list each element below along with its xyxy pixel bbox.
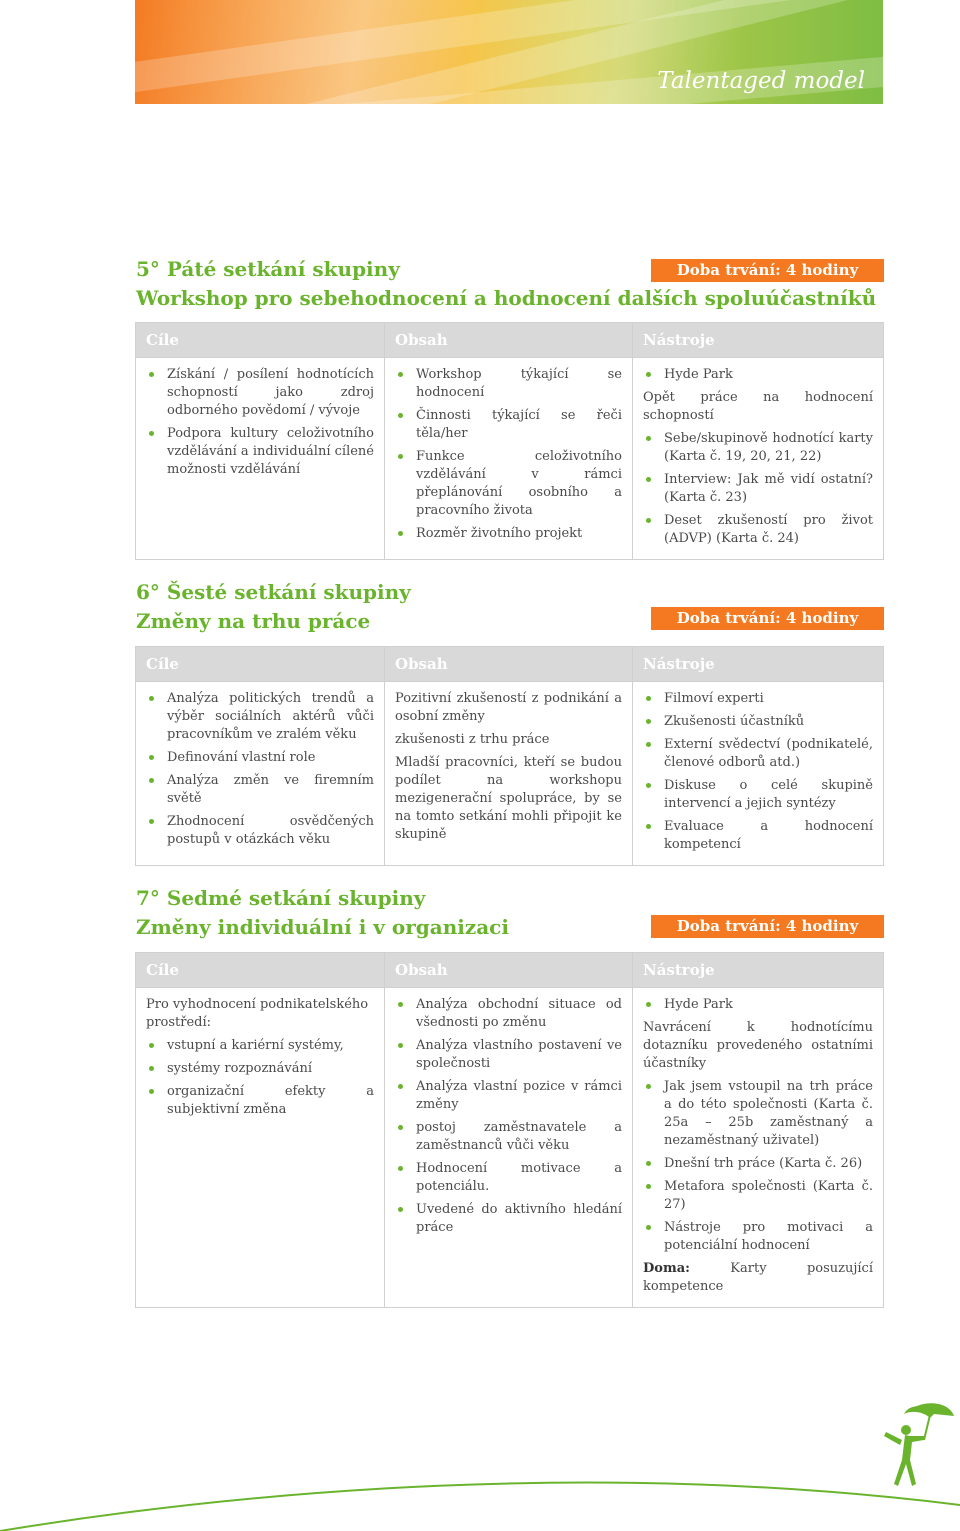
list-item: Jak jsem vstoupil na trh práce a do této společnosti (Karta č. 25a – 25b zaměstnaný a nezaměstnaný uživatel) [643,1078,873,1150]
doma-note [643,1260,873,1296]
column-header-cile: Cíle [136,953,385,988]
column-header-nastroje: Nástroje [633,323,884,358]
list-item: Analýza vlastního postavení ve společnosti [395,1037,622,1073]
list-item: Podpora kultury celoživotního vzdělávání a individuální cílené možnosti vzdělávání [146,425,374,479]
section-7-duration-badge: Doba trvání: 4 hodiny [651,915,884,938]
banner-title: Talentaged model [657,68,865,94]
header-banner [135,0,883,104]
list-item: Analýza vlastní pozice v rámci změny [395,1078,622,1114]
section-7-subheading: Změny individuální i v organizaci [136,915,509,939]
section-6-table [135,646,884,866]
section-5-heading: 5° Páté setkání skupiny [136,257,400,281]
list-item: Analýza politických trendů a výběr sociálních aktérů vůči pracovníkům ve zralém věku [146,690,374,744]
cile-cell [136,988,385,1308]
list-item: Sebe/skupinově hodnotící karty (Karta č. 19, 20, 21, 22) [643,430,873,466]
section-7-table [135,952,884,1308]
list-item: Workshop týkající se hodnocení [395,366,622,402]
nastroje-text: Opět práce na hodnocení schopností [643,390,873,423]
list-item: Funkce celoživotního vzdělávání v rámci přeplánování osobního a pracovního života [395,448,622,520]
list-item: Hyde Park [643,996,873,1014]
list-item: postoj zaměstnavatele a zaměstnanců vůči věku [395,1119,622,1155]
column-header-cile: Cíle [136,647,385,682]
list-item: organizační efekty a subjektivní změna [146,1083,374,1119]
section-5-duration-badge: Doba trvání: 4 hodiny [651,259,884,282]
column-header-obsah: Obsah [385,953,633,988]
section-7-heading: 7° Sedmé setkání skupiny [136,886,426,910]
section-6-subheading: Změny na trhu práce [136,609,371,633]
decorative-curve [0,1400,960,1531]
list-item: Rozměr životního projekt [395,525,622,543]
obsah-paragraph: Mladší pracovníci, kteří se budou podílet na workshopu mezigenerační spolupráce, by se na tomto setkání mohli připojit ke skupině [395,755,622,842]
doma-label: Doma: [643,1261,690,1276]
nastroje-cell [633,988,884,1308]
obsah-cell [385,988,633,1308]
cile-text: Pro vyhodnocení podnikatelského prostředí: [146,997,369,1030]
list-item: Evaluace a hodnocení kompetencí [643,818,873,854]
section-5-subheading: Workshop pro sebehodnocení a hodnocení dalších spoluúčastníků [136,286,877,310]
section-7-title [136,884,509,942]
obsah-paragraph: zkušenosti z trhu práce [395,732,550,747]
list-item: Filmoví experti [643,690,873,708]
list-item: vstupní a kariérní systémy, [146,1037,374,1055]
list-item: Metafora společnosti (Karta č. 27) [643,1178,873,1214]
nastroje-cell [633,358,884,560]
cile-cell [136,358,385,560]
section-6-title [136,578,411,636]
list-item: Deset zkušeností pro život (ADVP) (Karta č. 24) [643,512,873,548]
column-header-nastroje: Nástroje [633,953,884,988]
obsah-cell [385,358,633,560]
list-item: Dnešní trh práce (Karta č. 26) [643,1155,873,1173]
column-header-obsah: Obsah [385,647,633,682]
list-item: Analýza změn ve firemním světě [146,772,374,808]
column-header-cile: Cíle [136,323,385,358]
list-item: Hodnocení motivace a potenciálu. [395,1160,622,1196]
list-item: Analýza obchodní situace od všednosti po změnu [395,996,622,1032]
nastroje-text: Navrácení k hodnotícímu dotazníku provedeného ostatními účastníky [643,1020,873,1071]
list-item: Zkušenosti účastníků [643,713,873,731]
cile-cell [136,682,385,866]
doma-text: Karty posuzující kompetence [643,1261,873,1294]
obsah-paragraph: Pozitivní zkušeností z podnikání a osobní změny [395,691,622,724]
nastroje-cell [633,682,884,866]
list-item: Nástroje pro motivaci a potenciální hodnocení [643,1219,873,1255]
section-5-table [135,322,884,560]
list-item: systémy rozpoznávání [146,1060,374,1078]
list-item: Interview: Jak mě vidí ostatní? (Karta č. 23) [643,471,873,507]
list-item: Diskuse o celé skupině intervencí a jejich syntézy [643,777,873,813]
list-item: Zhodnocení osvědčených postupů v otázkách věku [146,813,374,849]
section-6-heading: 6° Šesté setkání skupiny [136,580,411,604]
obsah-cell [385,682,633,866]
list-item: Externí svědectví (podnikatelé, členové odborů atd.) [643,736,873,772]
section-6-duration-badge: Doba trvání: 4 hodiny [651,607,884,630]
list-item: Činnosti týkající se řeči těla/her [395,407,622,443]
column-header-nastroje: Nástroje [633,647,884,682]
list-item: Uvedené do aktivního hledání práce [395,1201,622,1237]
list-item: Hyde Park [643,366,873,384]
list-item: Získání / posílení hodnotících schopností jako zdroj odborného povědomí / vývoje [146,366,374,420]
umbrella-figure-icon [872,1398,960,1508]
column-header-obsah: Obsah [385,323,633,358]
list-item: Definování vlastní role [146,749,374,767]
